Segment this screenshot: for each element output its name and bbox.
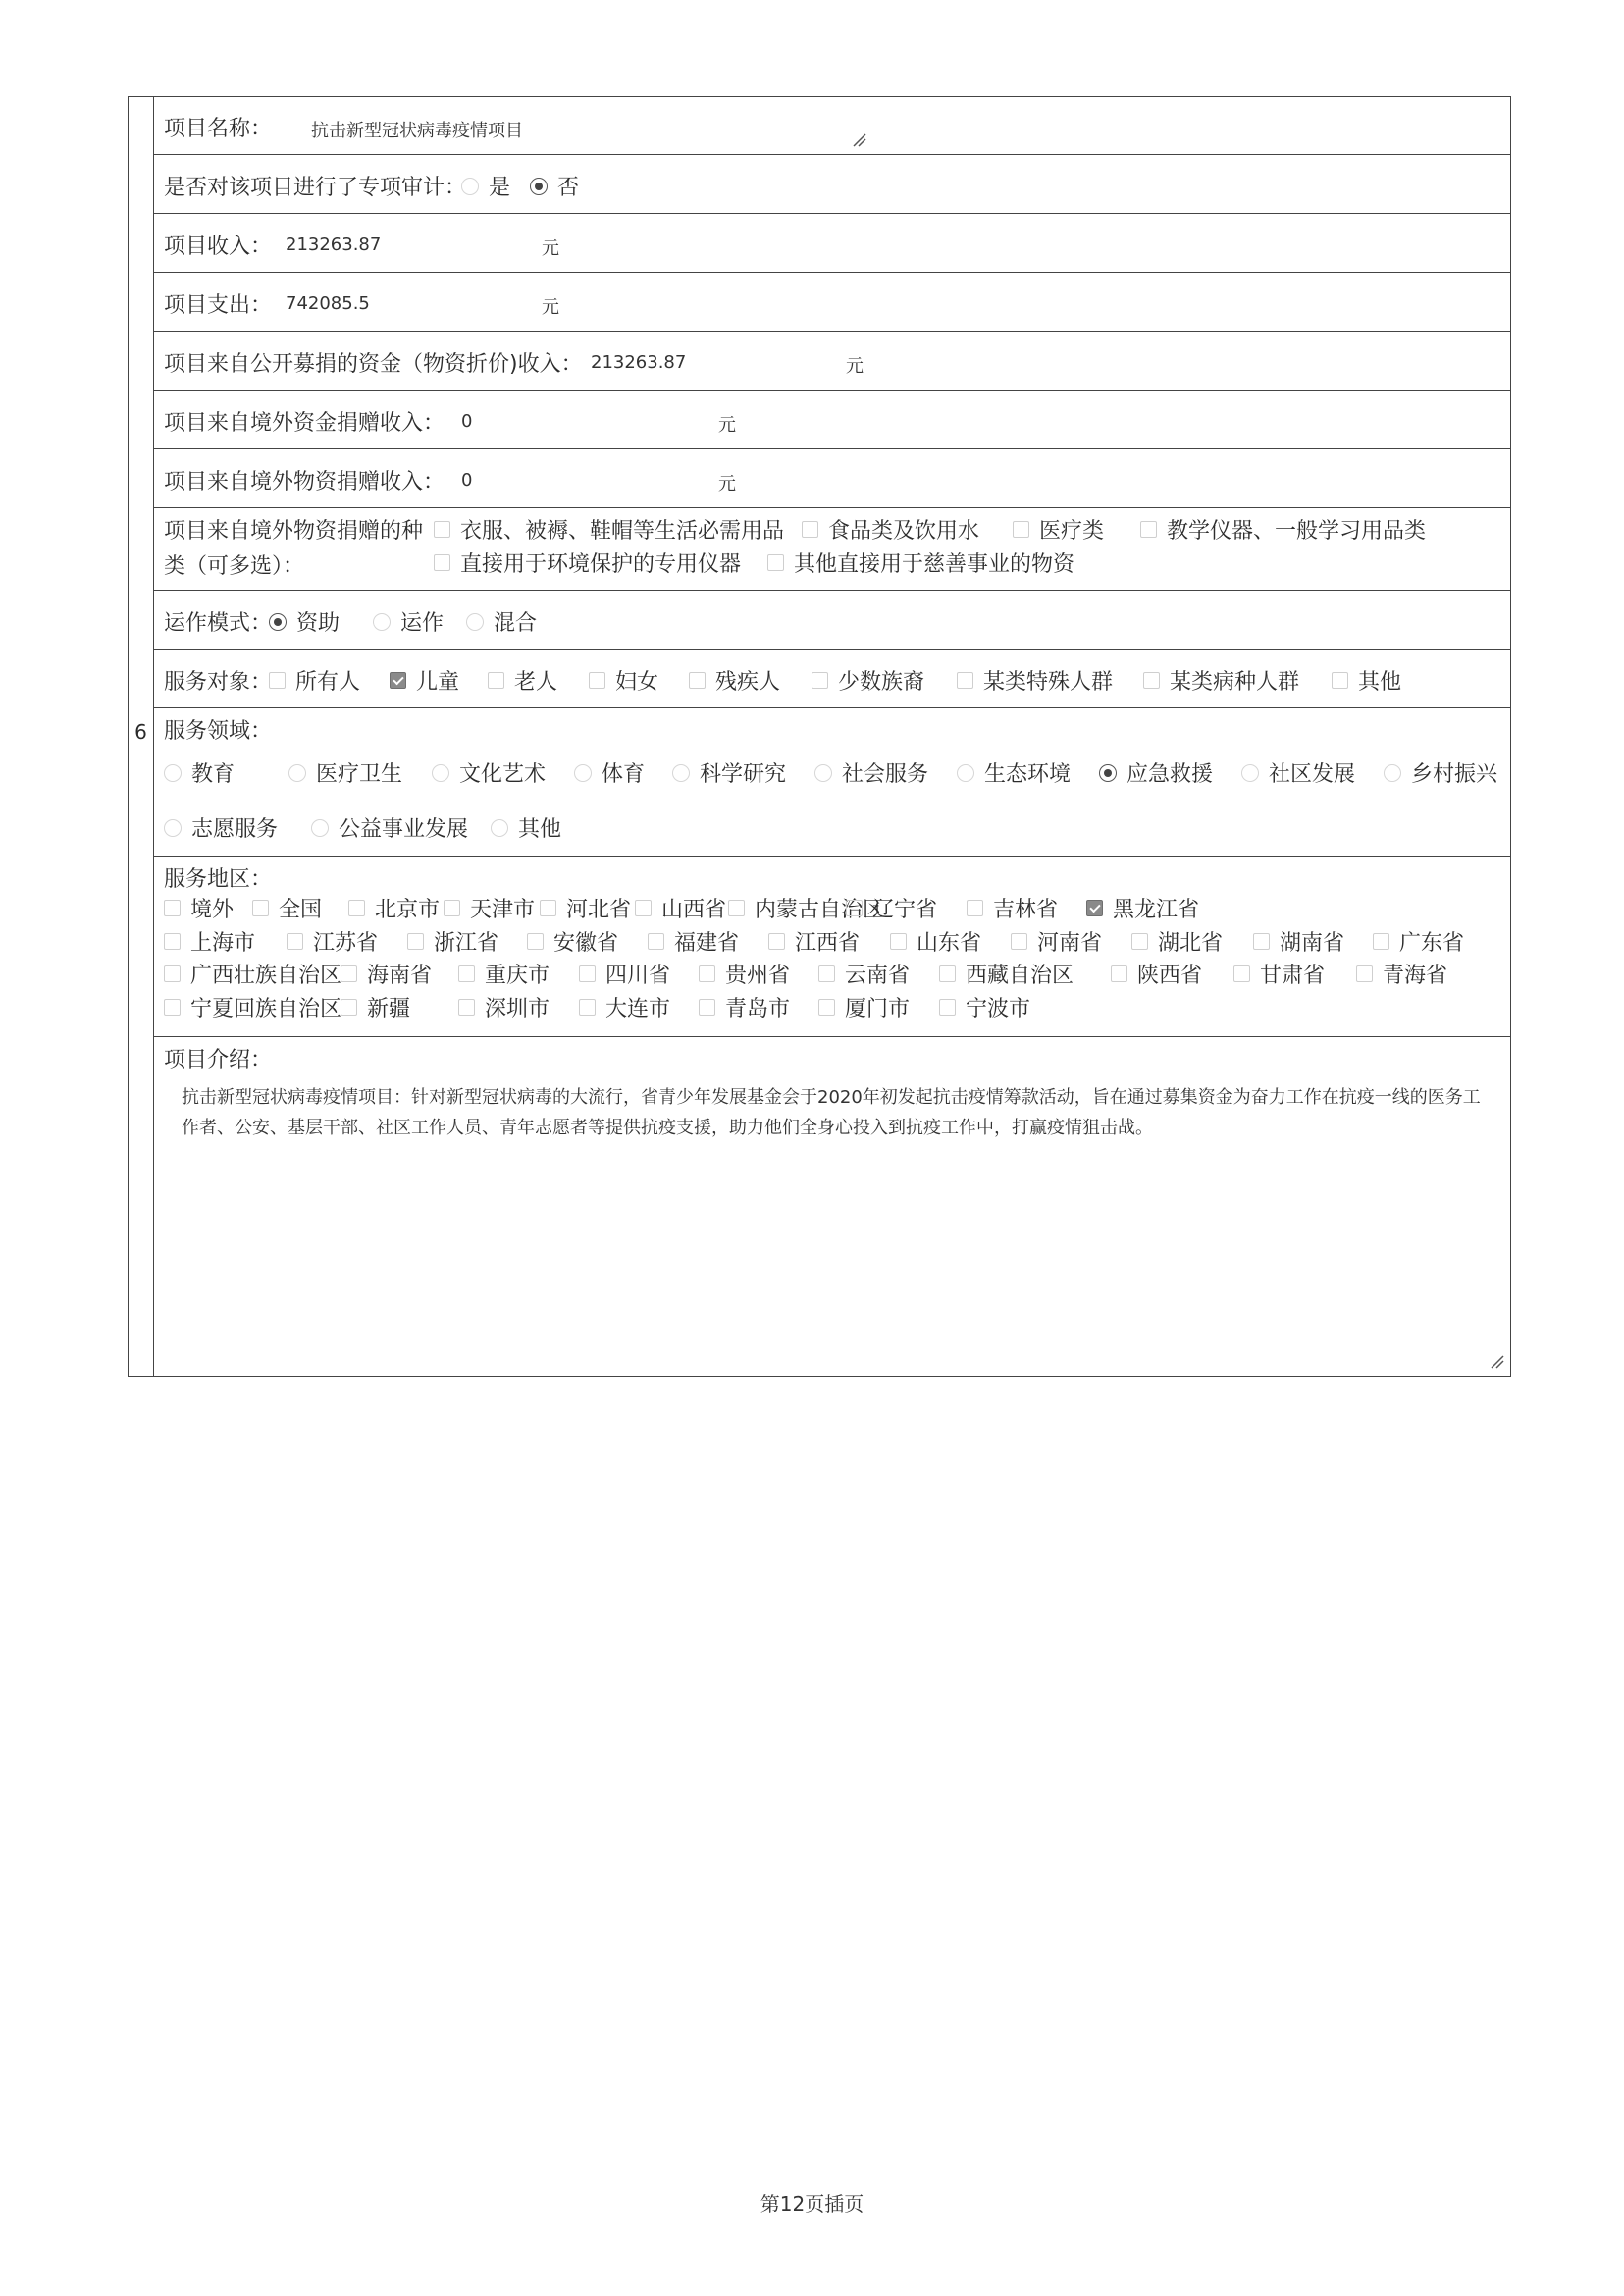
field-option-education[interactable]: 教育	[164, 757, 235, 788]
expense-field[interactable]: 742085.5	[286, 293, 370, 314]
region-option-24[interactable]	[579, 959, 670, 989]
checkbox-icon	[407, 933, 424, 950]
checkbox-icon	[269, 672, 286, 689]
radio-icon	[1241, 764, 1259, 782]
region-option-label: 山东省	[917, 931, 982, 956]
checkbox-icon	[164, 900, 181, 916]
project-name-row	[154, 96, 1511, 155]
checkbox-icon	[818, 999, 835, 1016]
goods-option-other[interactable]: 其他直接用于慈善事业的物资	[767, 548, 1074, 578]
region-option-label: 上海市	[190, 931, 256, 956]
radio-icon	[311, 819, 329, 837]
region-option-9[interactable]	[1086, 893, 1199, 923]
radio-selected-icon	[1099, 764, 1117, 782]
intro-row	[154, 1037, 1511, 1377]
region-option-label: 云南省	[845, 964, 911, 988]
radio-icon	[164, 764, 182, 782]
checkbox-icon	[444, 900, 460, 916]
radio-icon	[1384, 764, 1401, 782]
region-option-label: 黑龙江省	[1113, 898, 1200, 922]
region-option-14[interactable]	[648, 926, 739, 957]
radio-icon	[164, 819, 182, 837]
radio-icon	[672, 764, 690, 782]
public-fund-unit: 元	[846, 356, 864, 377]
checkbox-icon	[579, 965, 596, 982]
radio-icon	[574, 764, 592, 782]
region-option-label: 吉林省	[993, 898, 1059, 922]
radio-icon	[491, 819, 508, 837]
region-option-label: 青海省	[1383, 964, 1448, 988]
region-option-label: 山西省	[661, 898, 727, 922]
region-option-34[interactable]	[579, 992, 670, 1022]
region-option-8[interactable]	[967, 893, 1058, 923]
checkbox-checked-icon	[390, 672, 406, 689]
region-option-37[interactable]	[939, 992, 1030, 1022]
region-option-label: 宁夏回族自治区	[190, 997, 342, 1021]
checkbox-icon	[252, 900, 269, 916]
intro-text[interactable]: 抗击新型冠状病毒疫情项目：针对新型冠状病毒的大流行，省青少年发展基金会于2020年初发起抗击疫情筹款活动，旨在通过募集资金为奋力工作在抗疫一线的医务工作者、公安、基层干部、社区工作人员、青年志愿者等提供抗疫支援，助力他们全身心投入到抗疫工作中，打赢疫情狙击战。	[182, 1087, 1481, 1138]
region-option-30[interactable]	[1356, 959, 1447, 989]
checkbox-icon	[728, 900, 745, 916]
audit-label: 是否对该项目进行了专项审计：	[164, 176, 467, 200]
target-option-children[interactable]: 儿童	[390, 665, 459, 696]
region-option-22[interactable]	[341, 959, 432, 989]
goods-type-row	[154, 508, 1511, 591]
project-name-field[interactable]: 抗击新型冠状病毒疫情项目	[311, 121, 523, 141]
region-option-label: 甘肃省	[1260, 964, 1326, 988]
checkbox-icon	[939, 999, 956, 1016]
checkbox-checked-icon	[1086, 900, 1103, 916]
regions-row	[154, 857, 1511, 1037]
goods-option-medical[interactable]: 医疗类	[1013, 514, 1104, 545]
field-option-public-welfare[interactable]: 公益事业发展	[311, 812, 468, 843]
field-option-emergency[interactable]: 应急救援	[1099, 757, 1213, 788]
checkbox-icon	[846, 900, 863, 916]
radio-icon	[373, 613, 391, 631]
radio-icon	[814, 764, 832, 782]
checkbox-icon	[818, 965, 835, 982]
fields-label: 服务领域：	[164, 719, 273, 744]
overseas-fund-unit: 元	[718, 415, 736, 436]
target-option-other[interactable]: 其他	[1332, 665, 1401, 696]
resize-handle-icon[interactable]	[851, 131, 866, 147]
region-option-3[interactable]	[444, 893, 535, 923]
region-option-31[interactable]	[164, 992, 341, 1022]
overseas-fund-row	[154, 391, 1511, 449]
goods-option-daily-necessities[interactable]: 衣服、被褥、鞋帽等生活必需用品	[434, 514, 784, 545]
region-option-label: 重庆市	[485, 964, 550, 988]
overseas-goods-row	[154, 449, 1511, 508]
overseas-goods-field[interactable]: 0	[461, 470, 473, 491]
region-option-26[interactable]	[818, 959, 910, 989]
mode-label: 运作模式：	[164, 611, 273, 636]
project-form	[128, 96, 1511, 1377]
field-option-science[interactable]: 科学研究	[672, 757, 786, 788]
region-option-label: 北京市	[375, 898, 441, 922]
region-option-12[interactable]	[407, 926, 498, 957]
region-option-label: 广西壮族自治区	[190, 964, 342, 988]
audit-option-no[interactable]: 否	[530, 171, 579, 201]
income-field[interactable]: 213263.87	[286, 235, 382, 255]
field-option-ecology[interactable]: 生态环境	[957, 757, 1071, 788]
region-option-27[interactable]	[939, 959, 1074, 989]
goods-option-food[interactable]: 食品类及饮用水	[802, 514, 979, 545]
region-option-1[interactable]	[252, 893, 322, 923]
public-fund-row	[154, 332, 1511, 391]
checkbox-icon	[164, 965, 181, 982]
target-option-minorities[interactable]: 少数族裔	[812, 665, 924, 696]
region-option-label: 新疆	[367, 997, 411, 1021]
target-option-women[interactable]: 妇女	[589, 665, 658, 696]
region-option-label: 宁波市	[966, 997, 1031, 1021]
mode-option-mixed[interactable]: 混合	[466, 606, 537, 637]
income-row	[154, 214, 1511, 273]
region-option-label: 天津市	[470, 898, 536, 922]
checkbox-icon	[287, 933, 303, 950]
region-option-label: 福建省	[674, 931, 740, 956]
region-option-label: 西藏自治区	[966, 964, 1074, 988]
checkbox-icon	[768, 933, 785, 950]
field-option-volunteer[interactable]: 志愿服务	[164, 812, 278, 843]
targets-row	[154, 650, 1511, 708]
region-option-21[interactable]	[164, 959, 341, 989]
checkbox-icon	[890, 933, 907, 950]
checkbox-icon	[1373, 933, 1389, 950]
region-option-label: 河北省	[566, 898, 632, 922]
region-option-18[interactable]	[1131, 926, 1223, 957]
radio-icon	[461, 178, 479, 195]
fields-row	[154, 708, 1511, 857]
region-option-label: 境外	[190, 898, 235, 922]
region-option-25[interactable]	[699, 959, 790, 989]
checkbox-icon	[348, 900, 365, 916]
region-option-label: 江苏省	[313, 931, 379, 956]
expense-row	[154, 273, 1511, 332]
region-option-2[interactable]	[348, 893, 440, 923]
region-option-32[interactable]	[341, 992, 410, 1022]
checkbox-icon	[540, 900, 556, 916]
checkbox-icon	[527, 933, 544, 950]
region-option-20[interactable]	[1373, 926, 1464, 957]
checkbox-icon	[767, 554, 784, 571]
region-option-label: 海南省	[367, 964, 433, 988]
target-option-all[interactable]: 所有人	[269, 665, 360, 696]
region-option-label: 贵州省	[725, 964, 791, 988]
overseas-fund-field[interactable]: 0	[461, 411, 473, 432]
checkbox-icon	[1332, 672, 1348, 689]
region-option-label: 河南省	[1037, 931, 1103, 956]
radio-icon	[432, 764, 449, 782]
region-option-5[interactable]	[635, 893, 726, 923]
expense-unit: 元	[542, 297, 559, 318]
field-option-healthcare[interactable]: 医疗卫生	[288, 757, 402, 788]
region-option-28[interactable]	[1111, 959, 1202, 989]
region-option-label: 浙江省	[434, 931, 499, 956]
checkbox-icon	[579, 999, 596, 1016]
target-option-disabled[interactable]: 残疾人	[689, 665, 780, 696]
region-option-23[interactable]	[458, 959, 550, 989]
overseas-goods-unit: 元	[718, 474, 736, 495]
field-option-sports[interactable]: 体育	[574, 757, 645, 788]
region-option-0[interactable]	[164, 893, 234, 923]
region-option-label: 广东省	[1399, 931, 1465, 956]
region-option-10[interactable]	[164, 926, 255, 957]
resize-handle-icon[interactable]	[1489, 1353, 1504, 1369]
region-option-label: 大连市	[605, 997, 671, 1021]
region-option-label: 厦门市	[845, 997, 911, 1021]
region-option-29[interactable]	[1233, 959, 1325, 989]
goods-option-environment[interactable]: 直接用于环境保护的专用仪器	[434, 548, 741, 578]
project-name-label: 项目名称：	[164, 117, 273, 141]
checkbox-icon	[1011, 933, 1027, 950]
checkbox-icon	[1356, 965, 1373, 982]
goods-type-label-line1: 项目来自境外物资捐赠的种	[164, 519, 424, 544]
checkbox-icon	[939, 965, 956, 982]
checkbox-icon	[434, 554, 450, 571]
public-fund-label: 项目来自公开募捐的资金（物资折价)收入：	[164, 352, 583, 377]
income-label: 项目收入：	[164, 235, 273, 259]
checkbox-icon	[699, 965, 715, 982]
region-option-label: 四川省	[605, 964, 671, 988]
checkbox-icon	[164, 999, 181, 1016]
income-unit: 元	[542, 238, 559, 259]
goods-option-teaching[interactable]: 教学仪器、一般学习用品类	[1140, 514, 1426, 545]
region-option-17[interactable]	[1011, 926, 1102, 957]
checkbox-icon	[957, 672, 973, 689]
region-option-33[interactable]	[458, 992, 550, 1022]
checkbox-icon	[1111, 965, 1127, 982]
radio-selected-icon	[530, 178, 548, 195]
region-option-11[interactable]	[287, 926, 378, 957]
audit-option-yes[interactable]: 是	[461, 171, 510, 201]
checkbox-icon	[1253, 933, 1270, 950]
region-option-label: 安徽省	[553, 931, 619, 956]
checkbox-icon	[648, 933, 664, 950]
region-option-label: 湖北省	[1158, 931, 1224, 956]
target-option-elderly[interactable]: 老人	[488, 665, 557, 696]
region-option-15[interactable]	[768, 926, 860, 957]
radio-icon	[466, 613, 484, 631]
regions-label: 服务地区：	[164, 867, 273, 892]
region-option-label: 陕西省	[1137, 964, 1203, 988]
checkbox-icon	[1131, 933, 1148, 950]
region-option-36[interactable]	[818, 992, 910, 1022]
field-option-community[interactable]: 社区发展	[1241, 757, 1355, 788]
mode-option-grant[interactable]: 资助	[269, 606, 340, 637]
audit-row	[154, 155, 1511, 214]
page-footer: 第12页插页	[760, 2192, 864, 2216]
region-option-label: 湖南省	[1280, 931, 1345, 956]
checkbox-icon	[802, 521, 818, 538]
region-option-7[interactable]	[846, 893, 937, 923]
region-option-label: 辽宁省	[872, 898, 938, 922]
intro-label: 项目介绍：	[164, 1048, 273, 1072]
region-option-label: 内蒙古自治区	[755, 898, 885, 922]
checkbox-icon	[488, 672, 504, 689]
checkbox-icon	[1140, 521, 1157, 538]
row-number: 6	[134, 720, 147, 744]
target-option-special-group[interactable]: 某类特殊人群	[957, 665, 1113, 696]
region-option-4[interactable]	[540, 893, 631, 923]
field-option-culture[interactable]: 文化艺术	[432, 757, 546, 788]
goods-type-label-line2: 类（可多选）：	[164, 554, 305, 579]
region-option-35[interactable]	[699, 992, 790, 1022]
checkbox-icon	[341, 965, 357, 982]
region-option-label: 江西省	[795, 931, 861, 956]
checkbox-icon	[1143, 672, 1160, 689]
checkbox-icon	[812, 672, 828, 689]
checkbox-icon	[635, 900, 652, 916]
region-option-16[interactable]	[890, 926, 981, 957]
targets-label: 服务对象：	[164, 670, 273, 695]
radio-icon	[957, 764, 974, 782]
checkbox-icon	[689, 672, 706, 689]
region-option-label: 青岛市	[725, 997, 791, 1021]
mode-option-operate[interactable]: 运作	[373, 606, 444, 637]
region-option-label: 全国	[279, 898, 323, 922]
checkbox-icon	[589, 672, 605, 689]
checkbox-icon	[699, 999, 715, 1016]
public-fund-field[interactable]: 213263.87	[591, 352, 687, 373]
mode-row	[154, 591, 1511, 650]
checkbox-icon	[458, 999, 475, 1016]
target-option-disease-group[interactable]: 某类病种人群	[1143, 665, 1299, 696]
region-option-13[interactable]	[527, 926, 618, 957]
field-option-social-service[interactable]: 社会服务	[814, 757, 928, 788]
checkbox-icon	[458, 965, 475, 982]
checkbox-icon	[341, 999, 357, 1016]
expense-label: 项目支出：	[164, 293, 273, 318]
overseas-fund-label: 项目来自境外资金捐赠收入：	[164, 411, 445, 436]
field-option-other[interactable]: 其他	[491, 812, 561, 843]
field-option-rural[interactable]: 乡村振兴	[1384, 757, 1497, 788]
overseas-goods-label: 项目来自境外物资捐赠收入：	[164, 470, 445, 495]
radio-selected-icon	[269, 613, 287, 631]
checkbox-icon	[164, 933, 181, 950]
region-option-19[interactable]	[1253, 926, 1344, 957]
checkbox-icon	[434, 521, 450, 538]
region-option-label: 深圳市	[485, 997, 550, 1021]
checkbox-icon	[1233, 965, 1250, 982]
radio-icon	[288, 764, 306, 782]
checkbox-icon	[967, 900, 983, 916]
checkbox-icon	[1013, 521, 1029, 538]
